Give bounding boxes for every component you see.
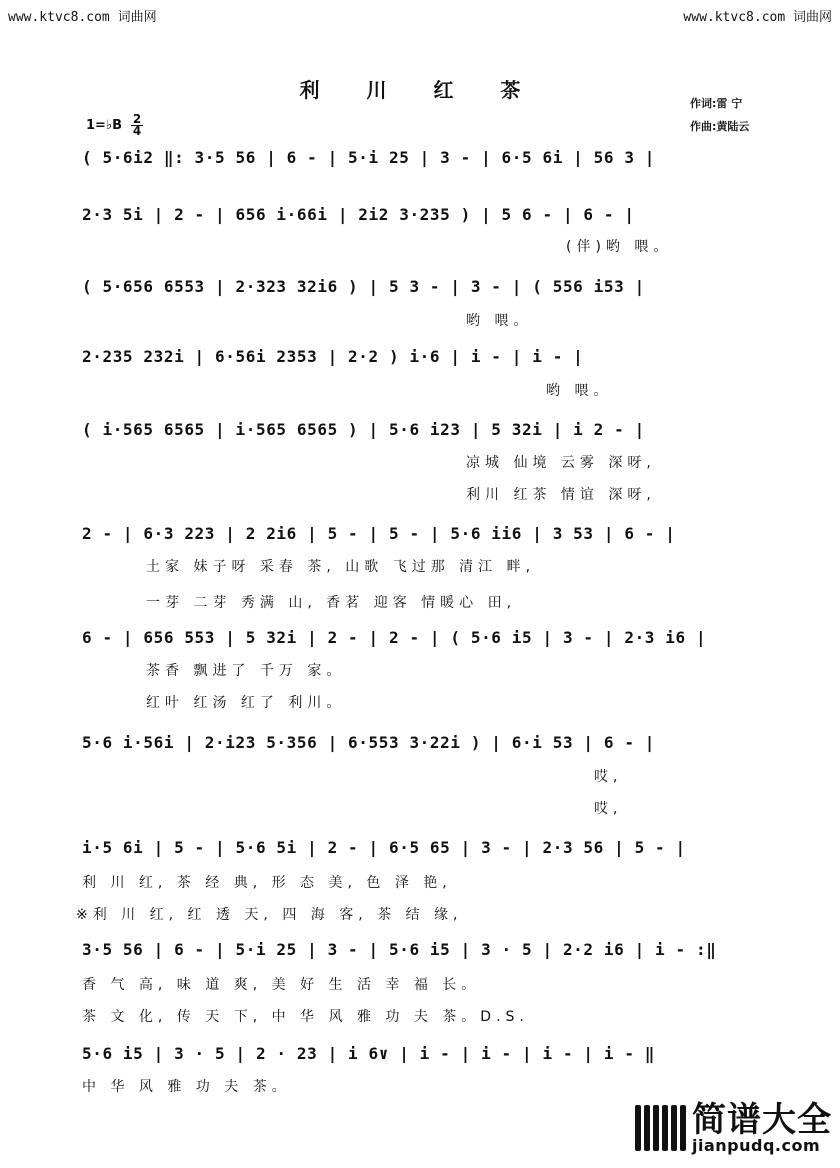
composer-credit: 作曲:黄陆云 [690,120,750,133]
site-header-right: www.ktvc8.com 词曲网 [683,10,832,25]
lyric-line: 香 气 高, 味 道 爽, 美 好 生 活 幸 福 长。 [82,977,481,993]
time-signature-top: 2 [132,112,142,126]
lyric-line: (伴)哟 喂。 [566,239,673,255]
score-system-7: 6 - | 656 553 | 5 32i | 2 - | 2 - | ( 5·6 i5 | 3 - | 2·3 i6 | [82,628,707,647]
score-system-2: 2·3 5i | 2 - | 656 i·66i | 2i2 3·235 ) | 5 6 - | 6 - | [82,205,635,224]
score-system-1: ( 5·6i2 ‖: 3·5 56 | 6 - | 5·i 25 | 3 - | 6·5 6i | 56 3 | [82,148,656,167]
score-system-5: ( i·565 6565 | i·565 6565 ) | 5·6 i23 | 5 32i | i 2 - | [82,420,645,439]
lyric-line: 中 华 风 雅 功 夫 茶。 [82,1079,291,1095]
score-system-9: i·5 6i | 5 - | 5·6 5i | 2 - | 6·5 65 | 3 - | 2·3 56 | 5 - | [82,838,686,857]
lyricist-credit: 作词:雷 宁 [690,97,743,110]
time-signature [130,114,144,137]
lyric-line: 哟 喂。 [466,313,533,329]
score-system-8: 5·6 i·56i | 2·i23 5·356 | 6·553 3·22i ) | 6·i 53 | 6 - | [82,733,656,752]
lyric-line: 哎, [594,769,623,785]
lyric-line: 茶香 飘进了 千万 家。 [146,663,346,679]
score-system-10: 3·5 56 | 6 - | 5·i 25 | 3 - | 5·6 i5 | 3 · 5 | 2·2 i6 | i - :‖ [82,940,717,959]
score-system-11: 5·6 i5 | 3 · 5 | 2 · 23 | i 6∨ | i - | i - | i - | i - ‖ [82,1044,656,1063]
key-signature: 1=♭B [86,118,122,133]
score-system-6: 2 - | 6·3 223 | 2 2i6 | 5 - | 5 - | 5·6 ii6 | 3 53 | 6 - | [82,524,676,543]
watermark-url: jianpudq.com [692,1136,821,1155]
score-system-3: ( 5·656 6553 | 2·323 32i6 ) | 5 3 - | 3 - | ( 556 i53 | [82,277,645,296]
lyric-line: 一芽 二芽 秀满 山, 香茗 迎客 情暖心 田, [146,595,517,611]
piano-keys-icon [635,1105,686,1151]
site-header-left: www.ktvc8.com 词曲网 [8,10,157,25]
lyric-line: ※利 川 红, 红 透 天, 四 海 客, 茶 结 缘, [76,907,463,923]
score-system-4: 2·235 232i | 6·56i 2353 | 2·2 ) i·6 | i - | i - | [82,347,584,366]
lyric-line: 哟 喂。 [546,383,613,399]
watermark-brand: 简谱大全 [692,1100,832,1140]
lyric-line: 利 川 红, 茶 经 典, 形 态 美, 色 泽 艳, [82,875,452,891]
lyric-line: 哎, [594,801,623,817]
lyric-line: 红叶 红汤 红了 利川。 [146,695,346,711]
lyric-line: 凉城 仙境 云雾 深呀, [466,455,656,471]
time-signature-bottom: 4 [132,124,142,138]
watermark-logo [635,1102,832,1154]
lyric-line: 利川 红茶 情谊 深呀, [466,487,656,503]
lyric-line: 茶 文 化, 传 天 下, 中 华 风 雅 功 夫 茶。D.S. [82,1009,529,1025]
song-title: 利 川 红 茶 [299,78,541,102]
lyric-line: 土家 妹子呀 采春 茶, 山歌 飞过那 清江 畔, [146,559,536,575]
